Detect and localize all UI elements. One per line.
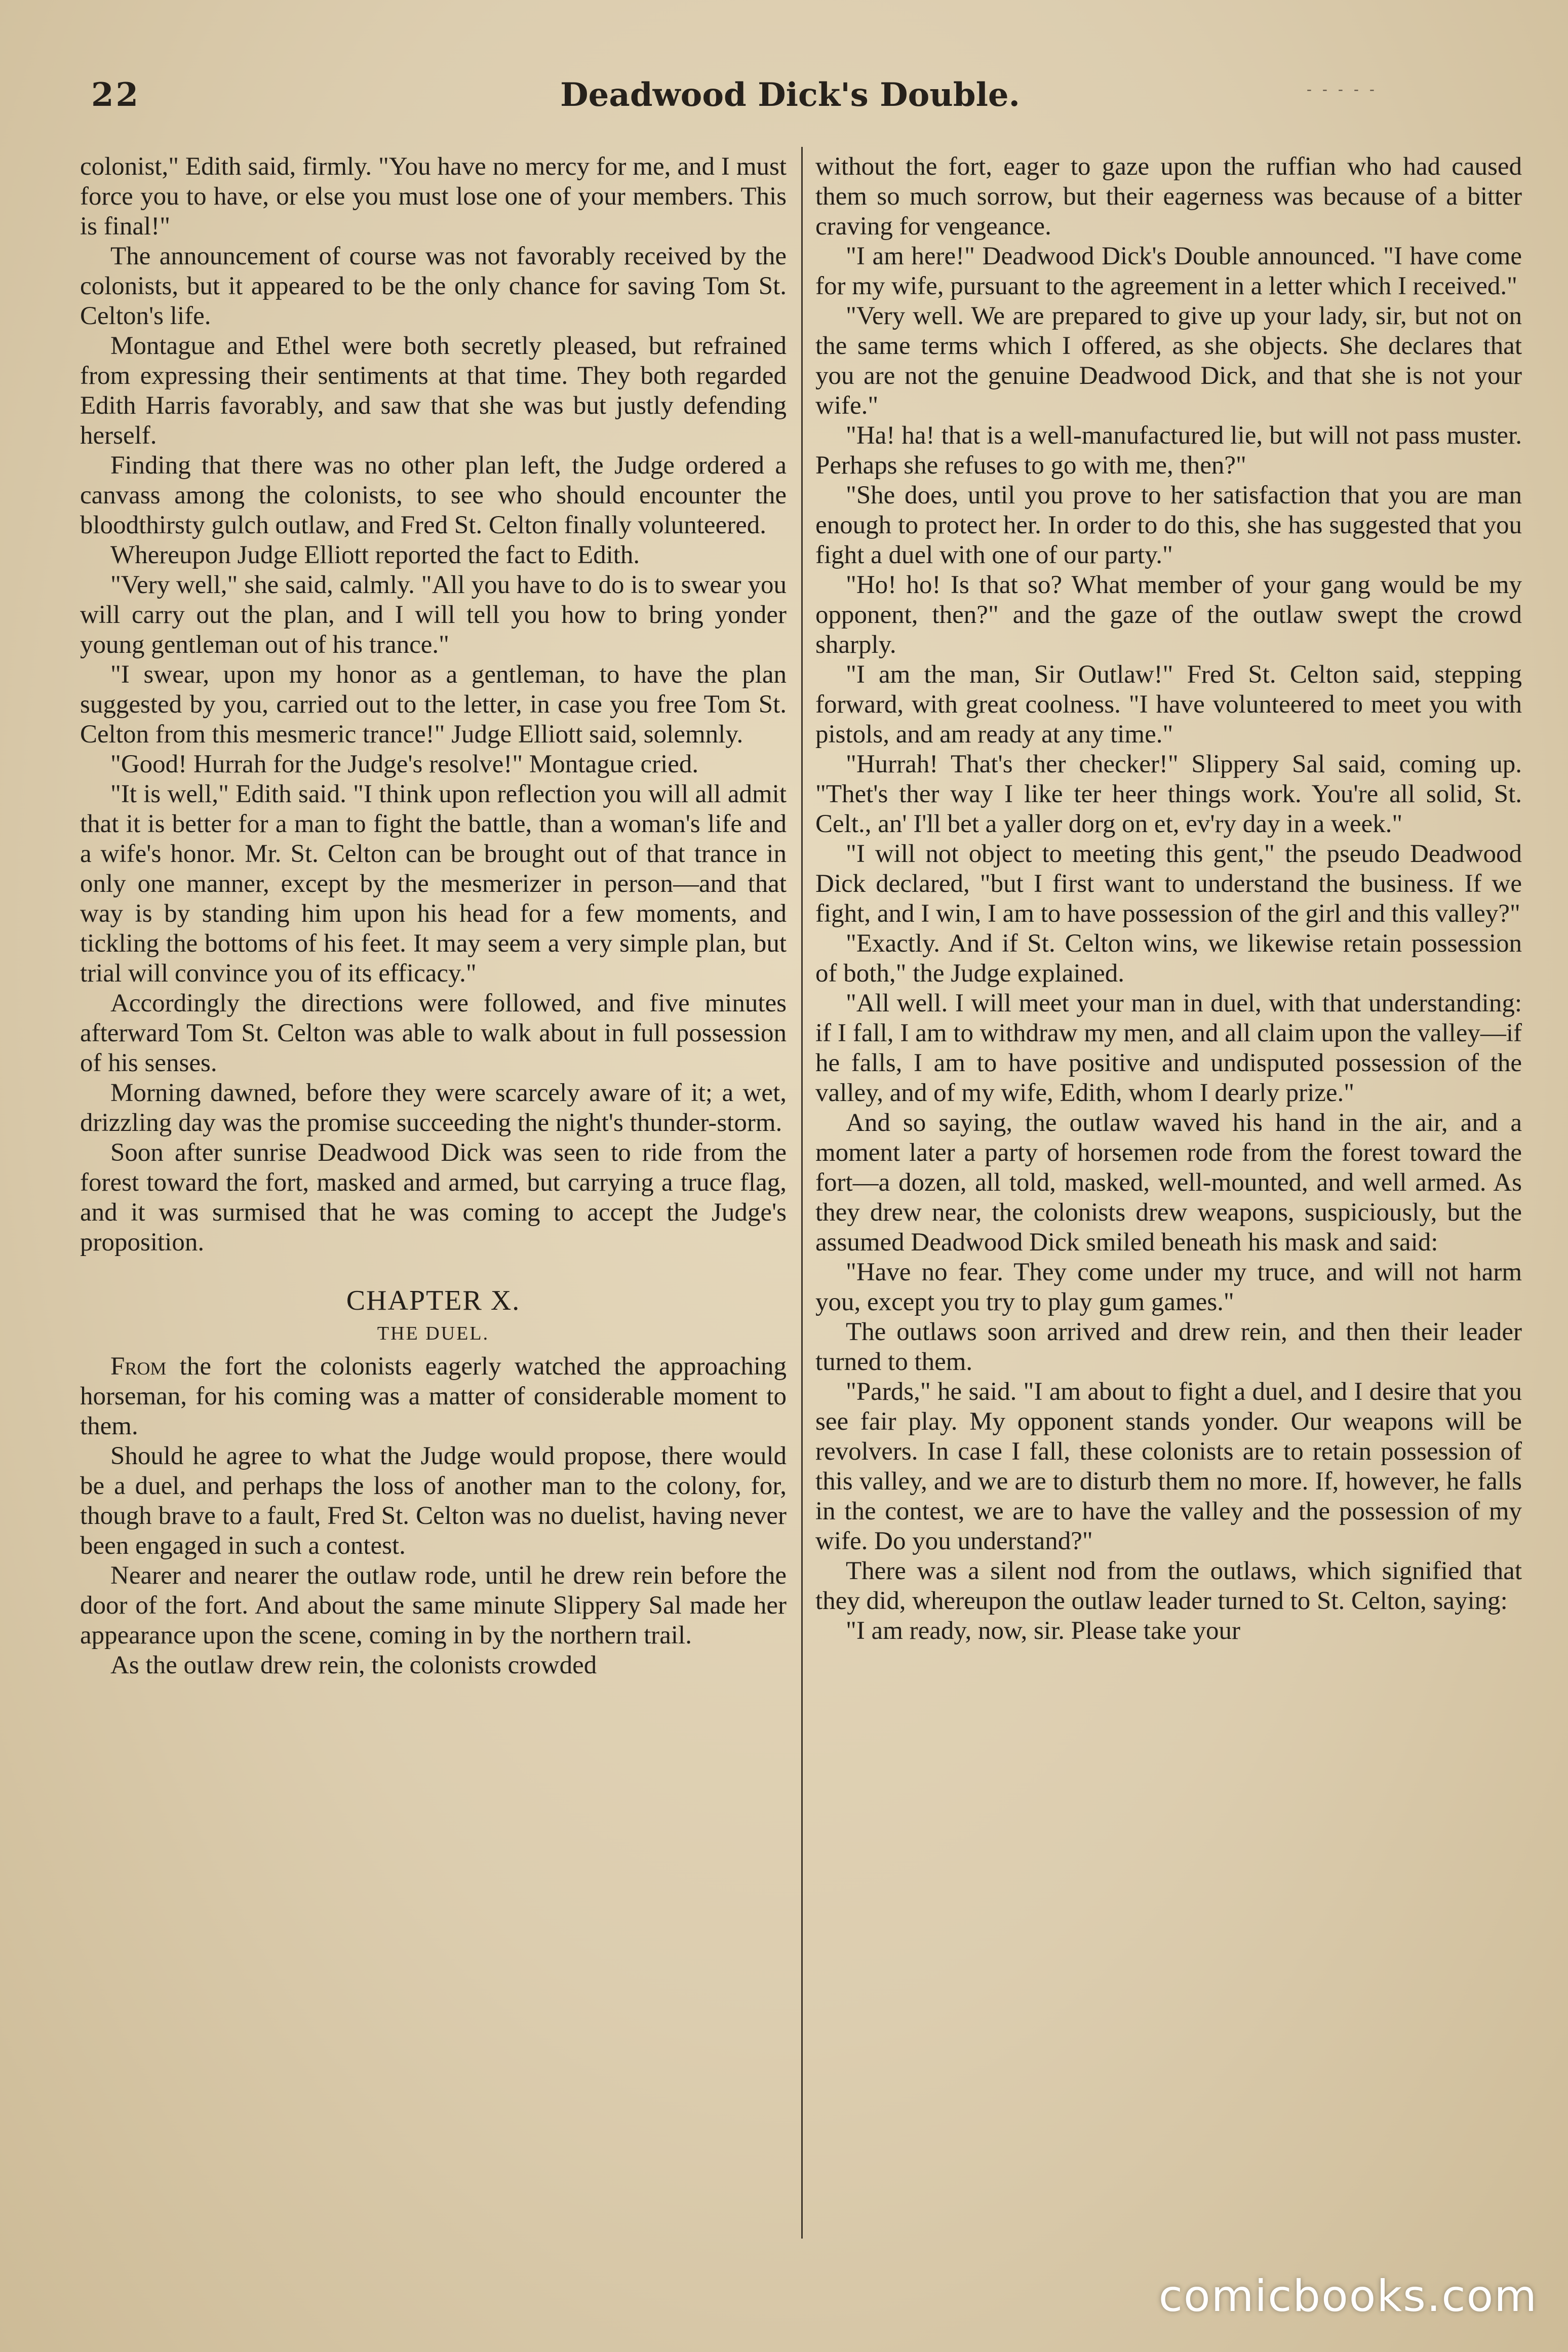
paragraph: Morning dawned, before they were scarcely aware of it; a wet, drizzling day was the promise succeeding the night's thunder-storm. bbox=[80, 1079, 787, 1137]
paragraph: "Very well. We are prepared to give up your lady, sir, but not on the same terms which I offered, as she objects. She declares that you are not the genuine Deadwood Dick, and that she is not your wife." bbox=[815, 302, 1522, 420]
paragraph: "It is well," Edith said. "I think upon reflection you will all admit that it is better for a man to fight the battle, than a woman's life and a wife's honor. Mr. St. Celton can be brought out of that trance in only one manner, except by the mesmerizer in person—and that way is by standing him upon his head for a few moments, and tickling the bottoms of his feet. It may seem a very simple plan, but trial will convince you of its efficacy." bbox=[80, 780, 787, 988]
paragraph: without the fort, eager to gaze upon the ruffian who had caused them so much sorrow, but their eagerness was because of a bitter craving for vengeance. bbox=[815, 152, 1522, 241]
paragraph: "I am ready, now, sir. Please take your bbox=[846, 1617, 1240, 1645]
paragraph: As the outlaw drew rein, the colonists crowded bbox=[110, 1651, 597, 1679]
paragraph: The outlaws soon arrived and drew rein, and then their leader turned to them. bbox=[815, 1318, 1522, 1376]
paragraph: Soon after sunrise Deadwood Dick was seen to ride from the forest toward the fort, masked and armed, but carrying a truce flag, and it was surmised that he was coming to accept the Judge's proposition. bbox=[80, 1139, 787, 1257]
paragraph: "Hurrah! That's ther checker!" Slippery Sal said, coming up. "Thet's ther way I like ter heer things work. You're all solid, St. Celt., an' I'll bet a yaller dorg on et, ev'ry day in a week." bbox=[815, 750, 1522, 838]
left-column bbox=[80, 152, 787, 2264]
paragraph: "All well. I will meet your man in duel, with that understanding: if I fall, I am to withdraw my men, and all claim upon the valley—if he falls, I am to have positive and undisputed possession of the valley, and of my wife, Edith, whom I dearly prize." bbox=[815, 989, 1522, 1107]
paragraph: Should he agree to what the Judge would propose, there would be a duel, and perhaps the loss of another man to the colony, for, though brave to a fault, Fred St. Celton was no duelist, having never been engaged in such a contest. bbox=[80, 1442, 787, 1560]
paragraph: "Exactly. And if St. Celton wins, we likewise retain possession of both," the Judge explained. bbox=[815, 929, 1522, 988]
chapter-subtitle: THE DUEL. bbox=[377, 1323, 490, 1344]
paragraph: "I will not object to meeting this gent," the pseudo Deadwood Dick declared, "but I first want to understand the business. If we fight, and I win, I am to have possession of the girl and this valley?" bbox=[815, 840, 1522, 928]
paragraph: Whereupon Judge Elliott reported the fact to Edith. bbox=[110, 541, 640, 569]
watermark: comicbooks.com bbox=[1158, 2271, 1538, 2322]
chapter-first-word: From bbox=[110, 1352, 167, 1381]
paragraph: Finding that there was no other plan left, the Judge ordered a canvass among the colonists, to see who should encounter the bloodthirsty gulch outlaw, and Fred St. Celton finally volunteered. bbox=[80, 451, 787, 539]
chapter-opening-paragraph bbox=[80, 1352, 787, 1441]
column-divider bbox=[801, 147, 803, 2239]
chapter-heading: CHAPTER X. bbox=[346, 1285, 521, 1316]
paragraph: "Ho! ho! Is that so? What member of your gang would be my opponent, then?" and the gaze of the outlaw swept the crowd sharply. bbox=[815, 571, 1522, 659]
paragraph: "Pards," he said. "I am about to fight a duel, and I desire that you see fair play. My opponent stands yonder. Our weapons will be revolvers. In case I fall, these colonists are to retain possession of this valley, and we are to disturb them no more. If, however, he falls in the contest, we are to have the valley and the possession of my wife. Do you understand?" bbox=[815, 1378, 1522, 1555]
running-title: Deadwood Dick's Double. bbox=[560, 76, 1020, 114]
paragraph: "I am the man, Sir Outlaw!" Fred St. Celton said, stepping forward, with great coolness. "I have volunteered to meet you with pistols, and am ready at any time." bbox=[815, 660, 1522, 749]
paragraph: "I swear, upon my honor as a gentleman, to have the plan suggested by you, carried out to the letter, in case you free Tom St. Celton from this mesmeric trance!" Judge Elliott said, solemnly. bbox=[80, 660, 787, 749]
paragraph: The announcement of course was not favorably received by the colonists, but it appeared to be the only chance for saving Tom St. Celton's life. bbox=[80, 242, 787, 330]
chapter-first-rest: the fort the colonists eagerly watched the approaching horseman, for his coming was a matter of considerable moment to them. bbox=[80, 1352, 787, 1440]
header-marks: - - - - - bbox=[1306, 81, 1378, 98]
paragraph: "Very well," she said, calmly. "All you have to do is to swear you will carry out the plan, and I will tell you how to bring yonder young gentleman out of his trance." bbox=[80, 571, 787, 659]
page-number: 22 bbox=[91, 76, 141, 114]
paragraph: "Have no fear. They come under my truce, and will not harm you, except you try to play gum games." bbox=[815, 1258, 1522, 1316]
paragraph: Nearer and nearer the outlaw rode, until he drew rein before the door of the fort. And about the same minute Slippery Sal made her appearance upon the scene, coming in by the northern trail. bbox=[80, 1561, 787, 1650]
paragraph: Montague and Ethel were both secretly pleased, but refrained from expressing their sentiments at that time. They both regarded Edith Harris favorably, and saw that she was but justly defending herself. bbox=[80, 332, 787, 450]
paragraph: "Good! Hurrah for the Judge's resolve!" Montague cried. bbox=[110, 750, 699, 778]
paragraph: "Ha! ha! that is a well-manufactured lie, but will not pass muster. Perhaps she refuses to go with me, then?" bbox=[815, 421, 1522, 480]
page-header bbox=[81, 76, 1499, 132]
paragraph: And so saying, the outlaw waved his hand in the air, and a moment later a party of horsemen rode from the forest toward the fort—a dozen, all told, masked, well-mounted, and well armed. As they drew near, the colonists drew weapons, suspiciously, but the assumed Deadwood Dick smiled beneath his mask and said: bbox=[815, 1109, 1522, 1257]
paragraph: colonist," Edith said, firmly. "You have no mercy for me, and I must force you to have, or else you must lose one of your members. This is final!" bbox=[80, 152, 787, 241]
paragraph: "I am here!" Deadwood Dick's Double announced. "I have come for my wife, pursuant to the agreement in a letter which I received." bbox=[815, 242, 1522, 300]
right-column bbox=[815, 152, 1522, 2264]
paragraph: "She does, until you prove to her satisfaction that you are man enough to protect her. In order to do this, she has suggested that you fight a duel with one of our party." bbox=[815, 481, 1522, 569]
paragraph: There was a silent nod from the outlaws, which signified that they did, whereupon the outlaw leader turned to St. Celton, saying: bbox=[815, 1557, 1522, 1615]
paragraph: Accordingly the directions were followed, and five minutes afterward Tom St. Celton was able to walk about in full possession of his senses. bbox=[80, 989, 787, 1077]
